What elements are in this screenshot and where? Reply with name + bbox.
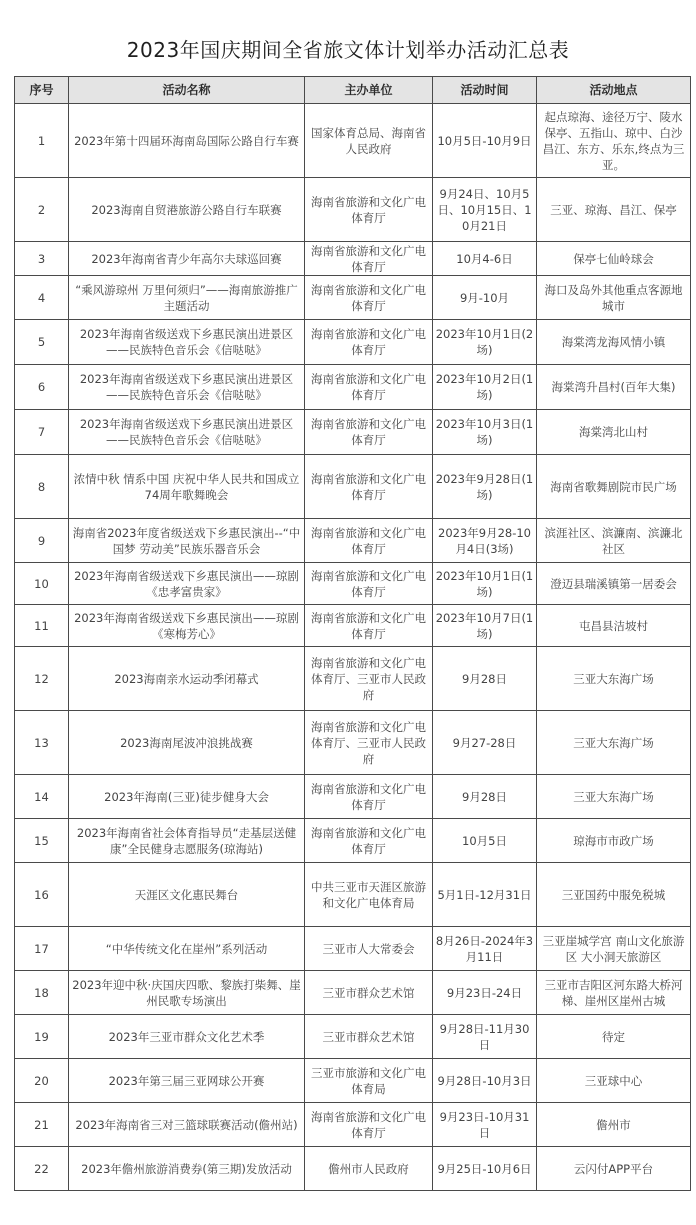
cell-activity-name: 2023年海南省社会体育指导员“走基层送健康”全民健身志愿服务(琼海站) (69, 819, 305, 863)
cell-location: 海口及岛外其他重点客源地城市 (537, 276, 691, 320)
cell-organizer: 三亚市群众艺术馆 (305, 971, 433, 1015)
cell-time: 8月26日-2024年3月11日 (433, 927, 537, 971)
cell-time: 10月5日-10月9日 (433, 104, 537, 178)
cell-time: 2023年10月1日(2场) (433, 320, 537, 365)
cell-activity-name: 2023年第十四届环海南岛国际公路自行车赛 (69, 104, 305, 178)
cell-number: 9 (15, 519, 69, 563)
cell-number: 3 (15, 242, 69, 276)
cell-number: 8 (15, 455, 69, 519)
cell-organizer: 三亚市群众艺术馆 (305, 1015, 433, 1059)
cell-activity-name: 2023年海南省级送戏下乡惠民演出——琼剧《寒梅芳心》 (69, 605, 305, 647)
cell-location: 儋州市 (537, 1103, 691, 1147)
cell-activity-name: 2023海南尾波冲浪挑战赛 (69, 711, 305, 775)
cell-activity-name: “中华传统文化在崖州”系列活动 (69, 927, 305, 971)
cell-organizer: 海南省旅游和文化广电体育厅 (305, 320, 433, 365)
header-time: 活动时间 (433, 77, 537, 104)
cell-activity-name: 2023年海南省级送戏下乡惠民演出进景区——民族特色音乐会《信哒哒》 (69, 410, 305, 455)
header-activity-name: 活动名称 (69, 77, 305, 104)
table-row (15, 605, 691, 647)
cell-time: 9月25日-10月6日 (433, 1147, 537, 1191)
cell-number: 13 (15, 711, 69, 775)
cell-location: 三亚、琼海、昌江、保亭 (537, 178, 691, 242)
cell-time: 9月24日、10月5日、10月15日、10月21日 (433, 178, 537, 242)
table-row (15, 1147, 691, 1191)
table-row (15, 178, 691, 242)
cell-organizer: 海南省旅游和文化广电体育厅 (305, 410, 433, 455)
cell-time: 10月5日 (433, 819, 537, 863)
cell-activity-name: 2023年迎中秋·庆国庆四歌、黎族打柴舞、崖州民歌专场演出 (69, 971, 305, 1015)
cell-number: 21 (15, 1103, 69, 1147)
cell-organizer: 海南省旅游和文化广电体育厅 (305, 775, 433, 819)
cell-time: 9月23日-10月31日 (433, 1103, 537, 1147)
cell-number: 15 (15, 819, 69, 863)
cell-time: 9月28日 (433, 775, 537, 819)
table-row (15, 927, 691, 971)
cell-organizer: 海南省旅游和文化广电体育厅 (305, 242, 433, 276)
cell-activity-name: 2023年海南(三亚)徒步健身大会 (69, 775, 305, 819)
cell-organizer: 三亚市旅游和文化广电体育局 (305, 1059, 433, 1103)
cell-organizer: 海南省旅游和文化广电体育厅 (305, 178, 433, 242)
header-location: 活动地点 (537, 77, 691, 104)
cell-number: 22 (15, 1147, 69, 1191)
cell-location: 琼海市市政广场 (537, 819, 691, 863)
cell-location: 海棠湾升昌村(百年大集) (537, 365, 691, 410)
cell-activity-name: 2023海南亲水运动季闭幕式 (69, 647, 305, 711)
activity-table (14, 76, 691, 1191)
table-row (15, 320, 691, 365)
table-row (15, 104, 691, 178)
cell-organizer: 海南省旅游和文化广电体育厅 (305, 455, 433, 519)
cell-number: 18 (15, 971, 69, 1015)
cell-number: 17 (15, 927, 69, 971)
cell-activity-name: 2023年海南省级送戏下乡惠民演出——琼剧《忠孝富贵家》 (69, 563, 305, 605)
table-row (15, 276, 691, 320)
cell-activity-name: 天涯区文化惠民舞台 (69, 863, 305, 927)
cell-activity-name: 2023年三亚市群众文化艺术季 (69, 1015, 305, 1059)
table-row (15, 455, 691, 519)
cell-time: 9月23日-24日 (433, 971, 537, 1015)
cell-time: 9月28日 (433, 647, 537, 711)
cell-organizer: 海南省旅游和文化广电体育厅 (305, 276, 433, 320)
table-row (15, 971, 691, 1015)
cell-time: 9月-10月 (433, 276, 537, 320)
table-row (15, 1103, 691, 1147)
cell-activity-name: 2023年海南省三对三篮球联赛活动(儋州站) (69, 1103, 305, 1147)
cell-organizer: 海南省旅游和文化广电体育厅 (305, 605, 433, 647)
cell-organizer: 海南省旅游和文化广电体育厅 (305, 819, 433, 863)
cell-time: 9月28日-11月30日 (433, 1015, 537, 1059)
cell-location: 澄迈县瑞溪镇第一居委会 (537, 563, 691, 605)
cell-time: 5月1日-12月31日 (433, 863, 537, 927)
table-body (15, 104, 691, 1191)
cell-location: 三亚大东海广场 (537, 647, 691, 711)
cell-number: 14 (15, 775, 69, 819)
cell-organizer: 海南省旅游和文化广电体育厅 (305, 563, 433, 605)
cell-location: 海棠湾北山村 (537, 410, 691, 455)
document-title: 2023年国庆期间全省旅文体计划举办活动汇总表 (126, 38, 570, 62)
cell-location: 屯昌县洁坡村 (537, 605, 691, 647)
table-row (15, 1059, 691, 1103)
table-row (15, 775, 691, 819)
cell-time: 2023年10月7日(1场) (433, 605, 537, 647)
table-row (15, 647, 691, 711)
cell-location: 保亭七仙岭球会 (537, 242, 691, 276)
cell-activity-name: 2023年海南省级送戏下乡惠民演出进景区——民族特色音乐会《信哒哒》 (69, 365, 305, 410)
cell-time: 2023年9月28-10月4日(3场) (433, 519, 537, 563)
cell-organizer: 海南省旅游和文化广电体育厅 (305, 1103, 433, 1147)
cell-number: 1 (15, 104, 69, 178)
cell-location: 待定 (537, 1015, 691, 1059)
table-row (15, 1015, 691, 1059)
cell-location: 三亚崖城学宫 南山文化旅游区 大小洞天旅游区 (537, 927, 691, 971)
cell-activity-name: 海南省2023年度省级送戏下乡惠民演出--“中国梦 劳动美”民族乐器音乐会 (69, 519, 305, 563)
cell-organizer: 中共三亚市天涯区旅游和文化广电体育局 (305, 863, 433, 927)
cell-number: 10 (15, 563, 69, 605)
cell-time: 2023年10月3日(1场) (433, 410, 537, 455)
cell-location: 三亚国药中服免税城 (537, 863, 691, 927)
cell-location: 三亚球中心 (537, 1059, 691, 1103)
cell-time: 9月27-28日 (433, 711, 537, 775)
cell-time: 9月28日-10月3日 (433, 1059, 537, 1103)
cell-location: 起点琼海、途径万宁、陵水保亭、五指山、琼中、白沙昌江、东方、乐东,终点为三亚。 (537, 104, 691, 178)
header-organizer: 主办单位 (305, 77, 433, 104)
header-number: 序号 (15, 77, 69, 104)
cell-time: 10月4-6日 (433, 242, 537, 276)
cell-time: 2023年10月2日(1场) (433, 365, 537, 410)
cell-location: 三亚大东海广场 (537, 711, 691, 775)
table-header-row (15, 77, 691, 104)
cell-organizer: 国家体育总局、海南省人民政府 (305, 104, 433, 178)
cell-number: 6 (15, 365, 69, 410)
cell-number: 19 (15, 1015, 69, 1059)
cell-organizer: 儋州市人民政府 (305, 1147, 433, 1191)
table-row (15, 365, 691, 410)
cell-number: 20 (15, 1059, 69, 1103)
cell-organizer: 三亚市人大常委会 (305, 927, 433, 971)
cell-number: 12 (15, 647, 69, 711)
cell-number: 11 (15, 605, 69, 647)
cell-activity-name: “乘风游琼州 万里何须归”——海南旅游推广主题活动 (69, 276, 305, 320)
cell-location: 海南省歌舞剧院市民广场 (537, 455, 691, 519)
cell-activity-name: 2023年儋州旅游消费券(第三期)发放活动 (69, 1147, 305, 1191)
cell-number: 5 (15, 320, 69, 365)
table-row (15, 410, 691, 455)
cell-organizer: 海南省旅游和文化广电体育厅、三亚市人民政府 (305, 647, 433, 711)
cell-activity-name: 浓情中秋 情系中国 庆祝中华人民共和国成立74周年歌舞晚会 (69, 455, 305, 519)
table-row (15, 563, 691, 605)
cell-organizer: 海南省旅游和文化广电体育厅、三亚市人民政府 (305, 711, 433, 775)
cell-location: 三亚市吉阳区河东路大桥河梯、崖州区崖州古城 (537, 971, 691, 1015)
cell-number: 7 (15, 410, 69, 455)
cell-organizer: 海南省旅游和文化广电体育厅 (305, 519, 433, 563)
cell-location: 云闪付APP平台 (537, 1147, 691, 1191)
table-row (15, 242, 691, 276)
cell-activity-name: 2023海南自贸港旅游公路自行车联赛 (69, 178, 305, 242)
cell-time: 2023年10月1日(1场) (433, 563, 537, 605)
cell-time: 2023年9月28日(1场) (433, 455, 537, 519)
cell-number: 16 (15, 863, 69, 927)
cell-location: 海棠湾龙海风情小镇 (537, 320, 691, 365)
table-row (15, 519, 691, 563)
table-row (15, 863, 691, 927)
table-row (15, 711, 691, 775)
cell-activity-name: 2023年海南省青少年高尔夫球巡回赛 (69, 242, 305, 276)
cell-activity-name: 2023年海南省级送戏下乡惠民演出进景区——民族特色音乐会《信哒哒》 (69, 320, 305, 365)
cell-location: 三亚大东海广场 (537, 775, 691, 819)
cell-location: 滨涯社区、滨濂南、滨濂北社区 (537, 519, 691, 563)
cell-activity-name: 2023年第三届三亚网球公开赛 (69, 1059, 305, 1103)
cell-number: 2 (15, 178, 69, 242)
cell-number: 4 (15, 276, 69, 320)
cell-organizer: 海南省旅游和文化广电体育厅 (305, 365, 433, 410)
table-row (15, 819, 691, 863)
